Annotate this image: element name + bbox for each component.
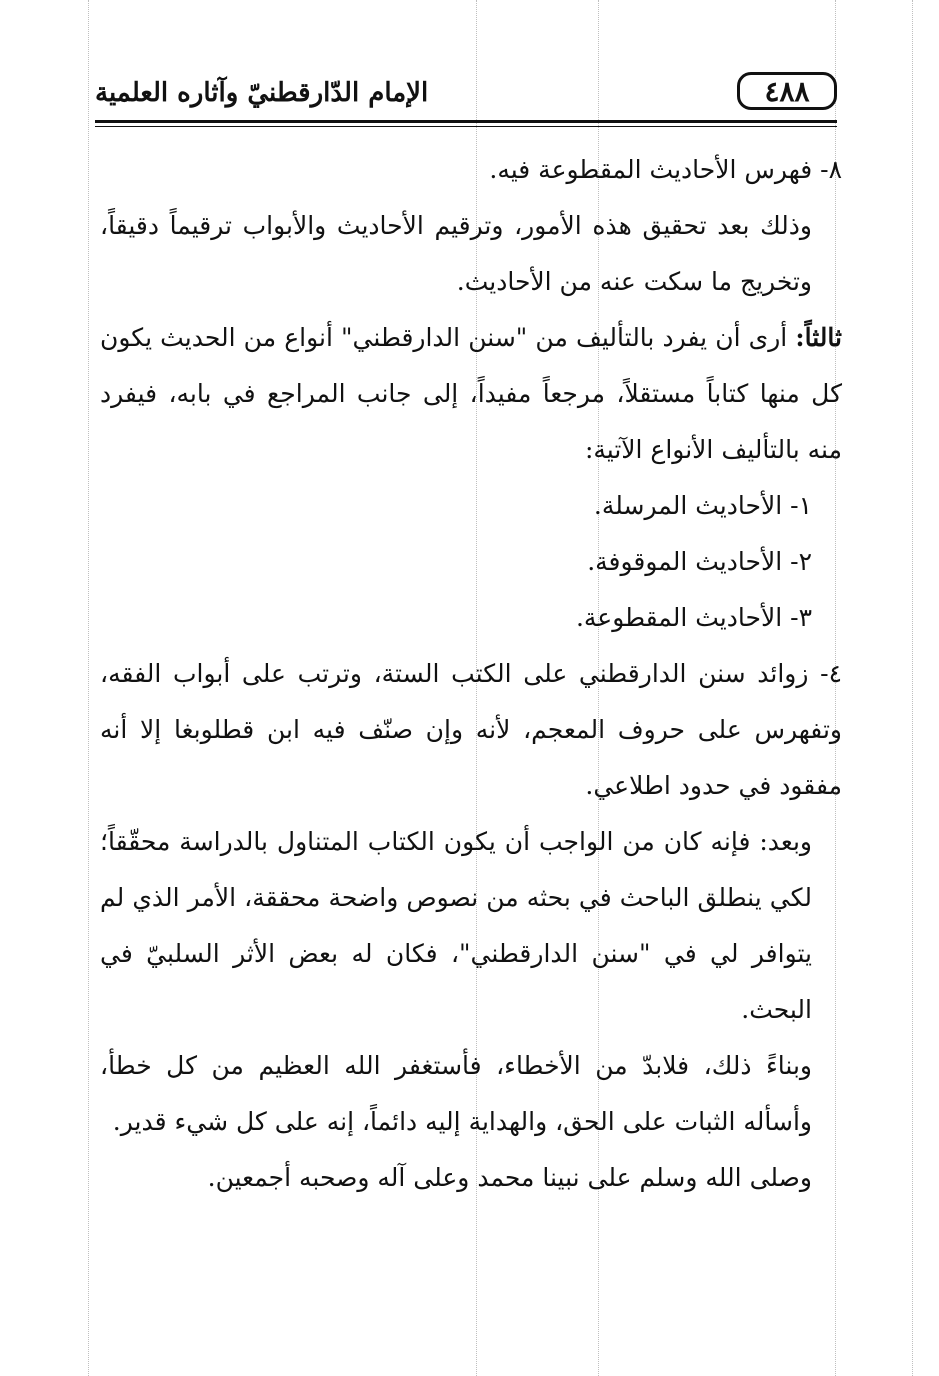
page-number-badge: ٤٨٨ (737, 72, 837, 110)
paragraph-4: وصلى الله وسلم على نبينا محمد وعلى آله وصحبه أجمعين. (207, 1163, 812, 1192)
section-third (100, 310, 842, 478)
list-item-8: ٨- فهرس الأحاديث المقطوعة فيه. (489, 155, 842, 184)
page-body (100, 142, 842, 1206)
paragraph-1: وذلك بعد تحقيق هذه الأمور، وترقيم الأحاديث والأبواب ترقيماً دقيقاً، وتخريج ما سكت عنه من الأحاديث. (100, 211, 812, 296)
page-header (95, 68, 837, 122)
paragraph-3: وبناءً ذلك، فلابدّ من الأخطاء، فأستغفر الله العظيم من كل خطأ، وأسأله الثبات على الحق، والهداية إليه دائماً، إنه على كل شيء قدير. (100, 1051, 812, 1136)
list-item-2: ٢- الأحاديث الموقوفة. (587, 547, 812, 576)
section-label: ثالثاً: (795, 323, 842, 352)
paragraph-2: وبعد: فإنه كان من الواجب أن يكون الكتاب المتناول بالدراسة محقّقاً؛ لكي ينطلق الباحث في بحثه من نصوص واضحة محققة، الأمر الذي لم يتوافر لي في "سنن الدارقطني"، فكان له بعض الأثر السلبيّ في البحث. (100, 827, 812, 1024)
section-text: أرى أن يفرد بالتأليف من "سنن الدارقطني" أنواع من الحديث يكون كل منها كتاباً مستقلاً، مرجعاً مفيداً، إلى جانب المراجع في بابه، فيفرد منه بالتأليف الأنواع الآتية: (100, 323, 842, 464)
list-item-3: ٣- الأحاديث المقطوعة. (575, 603, 812, 632)
header-rule-thin (95, 126, 837, 127)
header-rule-thick (95, 120, 837, 123)
list-item-4: ٤- زوائد سنن الدارقطني على الكتب الستة، وترتب على أبواب الفقه، وتفهرس على حروف المعجم، لأنه وإن صنّف فيه ابن قطلوبغا إلا أنه مفقود في حدود اطلاعي. (100, 659, 842, 800)
list-item-1: ١- الأحاديث المرسلة. (593, 491, 812, 520)
running-title: الإمام الدّارقطنيّ وآثاره العلمية (95, 78, 429, 108)
